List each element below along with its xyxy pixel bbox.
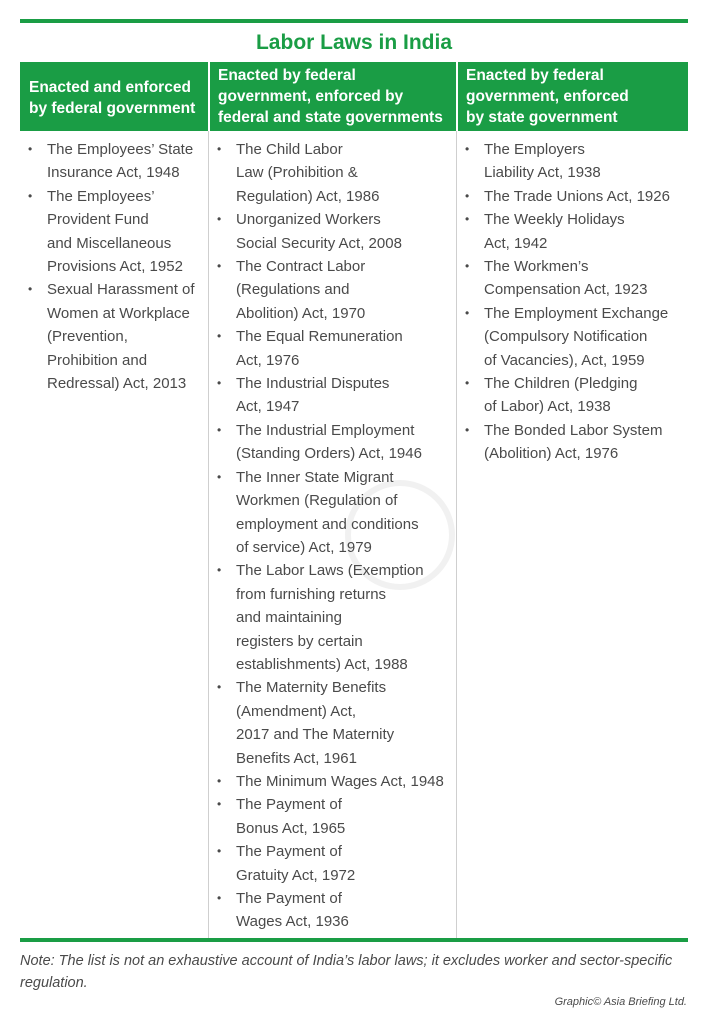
top-rule <box>20 19 688 23</box>
list-item <box>215 138 456 208</box>
law-name: The Industrial Employment (Standing Orders) Act, 1946 <box>236 421 422 463</box>
bullet-icon: • <box>217 563 222 578</box>
list-item <box>463 419 688 466</box>
law-list <box>463 138 688 466</box>
law-list <box>26 138 208 395</box>
law-name: The Employment Exchange (Compulsory Notification of Vacancies), Act, 1959 <box>484 304 669 369</box>
header-state-label: Enacted by federal government, enforced by state government <box>466 67 629 126</box>
bullet-icon: • <box>217 422 222 437</box>
law-name: The Employees’ State Insurance Act, 1948 <box>47 141 194 182</box>
law-name: The Employers Liability Act, 1938 <box>484 141 601 182</box>
list-item <box>215 887 456 934</box>
bullet-icon: • <box>465 376 470 391</box>
list-item <box>463 302 688 372</box>
header-federal-and-state <box>208 62 456 131</box>
list-item <box>215 770 456 793</box>
law-name: The Industrial Disputes Act, 1947 <box>236 375 390 416</box>
bullet-icon: • <box>465 188 470 203</box>
bullet-icon: • <box>28 282 33 297</box>
bullet-icon: • <box>217 773 222 788</box>
header-federal-label: Enacted and enforced by federal government <box>29 79 196 117</box>
header-federal-and-state-label: Enacted by federal government, enforced by federal and state governments <box>218 67 443 126</box>
law-name: The Children (Pledging of Labor) Act, 1938 <box>484 375 638 416</box>
list-item <box>26 278 208 395</box>
law-name: The Minimum Wages Act, 1948 <box>236 772 444 790</box>
header-federal <box>20 62 208 131</box>
list-item <box>215 559 456 676</box>
bullet-icon: • <box>217 259 222 274</box>
bullet-icon: • <box>465 212 470 227</box>
list-item <box>26 185 208 279</box>
bullet-icon: • <box>217 844 222 859</box>
law-name: The Payment of Wages Act, 1936 <box>236 890 349 931</box>
law-name: The Trade Unions Act, 1926 <box>484 187 670 205</box>
law-name: The Bonded Labor System (Abolition) Act, 1976 <box>484 421 663 463</box>
list-item <box>463 185 688 208</box>
law-name: The Contract Labor (Regulations and Abolition) Act, 1970 <box>236 258 366 322</box>
bullet-icon: • <box>28 188 33 203</box>
header-state <box>456 62 688 131</box>
bullet-icon: • <box>217 797 222 812</box>
table-header-row <box>20 62 688 131</box>
bullet-icon: • <box>465 422 470 437</box>
law-name: The Child Labor Law (Prohibition & Regulation) Act, 1986 <box>236 141 380 205</box>
list-item <box>26 138 208 185</box>
list-item <box>215 372 456 419</box>
list-item <box>463 138 688 185</box>
list-item <box>215 419 456 466</box>
bullet-icon: • <box>28 142 33 156</box>
law-name: The Maternity Benefits (Amendment) Act, 2017 and The Maternity Benefits Act, 1961 <box>236 679 395 767</box>
list-item <box>215 466 456 560</box>
bullet-icon: • <box>217 469 222 484</box>
graphic-credit: Graphic© Asia Briefing Ltd. <box>554 996 687 1008</box>
bullet-icon: • <box>217 891 222 905</box>
bullet-icon: • <box>465 142 470 156</box>
bullet-icon: • <box>217 212 222 227</box>
law-name: Sexual Harassment of Women at Workplace (Prevention, Prohibition and Redressal) Act, 2013 <box>47 281 195 393</box>
law-name: The Payment of Gratuity Act, 1972 <box>236 843 356 884</box>
bullet-icon: • <box>217 680 222 695</box>
table-body-row <box>20 131 688 938</box>
list-item <box>215 676 456 770</box>
bullet-icon: • <box>465 305 470 320</box>
bottom-rule <box>20 938 688 942</box>
bullet-icon: • <box>217 329 222 344</box>
list-item <box>215 840 456 887</box>
column-federal-and-state <box>208 131 456 938</box>
column-federal <box>20 131 208 938</box>
law-name: The Equal Remuneration Act, 1976 <box>236 328 403 369</box>
law-name: The Employees’ Provident Fund and Miscellaneous Provisions Act, 1952 <box>47 187 183 276</box>
list-item <box>215 325 456 372</box>
list-item <box>215 208 456 255</box>
column-state <box>456 131 688 938</box>
list-item <box>215 255 456 325</box>
law-name: The Weekly Holidays Act, 1942 <box>484 211 625 252</box>
footnote: Note: The list is not an exhaustive account of India’s labor laws; it excludes worker and sector-specific regulation. <box>20 953 673 991</box>
law-name: The Workmen’s Compensation Act, 1923 <box>484 258 648 299</box>
list-item <box>463 208 688 255</box>
bullet-icon: • <box>217 142 222 156</box>
law-name: The Payment of Bonus Act, 1965 <box>236 796 346 837</box>
bullet-icon: • <box>465 259 470 274</box>
bullet-icon: • <box>217 376 222 391</box>
law-name: Unorganized Workers Social Security Act, 2008 <box>236 211 402 252</box>
list-item <box>215 793 456 840</box>
list-item <box>463 255 688 302</box>
law-name: The Labor Laws (Exemption from furnishing returns and maintaining registers by certain establishments) Act, 1988 <box>236 562 424 673</box>
law-name: The Inner State Migrant Workmen (Regulation of employment and conditions of service) Act, 1979 <box>236 468 419 556</box>
law-list <box>215 138 456 934</box>
page-title: Labor Laws in India <box>255 31 453 54</box>
list-item <box>463 372 688 419</box>
